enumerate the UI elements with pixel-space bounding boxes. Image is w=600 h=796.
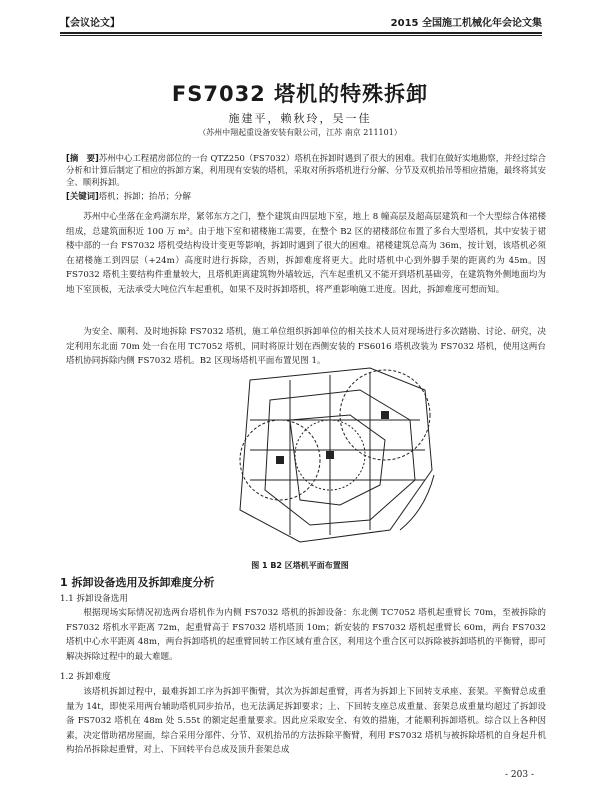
subsection-1-1-text: 根据现场实际情况初选两台塔机作为内侧 FS7032 塔机的拆卸设备：东北侧 TC7052 塔机起重臂长 70m，至被拆除的 FS7032 塔机水平距离 72m，起重臂高于 FS7032 塔机塔顶 10m；新安装的 FS7032 塔机起重臂长 60m，两台 FS7032 塔机中心水平距离 48m，两台拆卸塔机的起重臂回转工作区域有重合区，利用这个重合区可以拆除被拆卸塔机的平衡臂，即可解决拆除过程中的最大难题。 [66, 608, 546, 662]
site-plan-figure [220, 360, 440, 555]
keywords-label: [关键词] [66, 191, 99, 201]
crane-base-tc7052 [381, 411, 389, 419]
subsection-1-2-text: 该塔机拆卸过程中，最难拆卸工序为拆卸平衡臂，其次为拆卸起重臂，再者为拆卸上下回转支承座、套架。平衡臂总成重量为 14t，即使采用两台辅助塔机同步抬吊，也无法满足拆卸要求；上、下回转支座总成重量、套架总成重量均超过了拆卸设备 FS7032 塔机在 48m 处 5.55t 的额定起重量要求。因此应采取安全、有效的措施，才能顺利拆卸塔机。综合以上各种因素，决定借助裙房屋面，综合采用分部件、分节、双机抬吊的方法拆除平衡臂，利用 FS7032 塔机与被拆除塔机的自身起升机构抬吊拆除起重臂，对上、下回转平台总成及顶升套架总成 [66, 687, 546, 756]
curved-boundary [400, 475, 434, 530]
subsection-heading-1-2: 1.2 拆卸难度 [60, 672, 111, 682]
abstract-text: 苏州中心工程裙房部位的一台 QTZ250（FS7032）塔机在拆卸时遇到了很大的困难。我们在做好实地勘察，并经过综合分析和计算后制定了相应的拆卸方案，利用现有安装的塔机，采取对所拆塔机进行分解、分节及双机抬吊等相应措施，最终将其安全、顺利拆卸。 [66, 153, 546, 187]
site-outline [240, 368, 432, 542]
intro-text: 苏州中心坐落在金鸡湖东岸，紧邻东方之门，整个建筑由四层地下室，地上 8 幢高层及超高层建筑和一个大型综合体裙楼组成，总建筑面积近 100 万 m²。由于地下室和裙楼施工需要，在整个 B2 区的裙楼部位布置了多台大型塔机，其中安装于裙楼中部的一台 FS7032 塔机受结构设计变更等影响，拆卸时遇到了很大的困难。裙楼建筑总高为 36m，按计划，该塔机必须在裙楼施工到四层（+24m）高度时进行拆除，否则，拆卸难度将更大。此时塔机中心到外脚手架的距离约为 45m。因 FS7032 塔机主要结构件重量较大，且塔机距离建筑物外墙较远，汽车起重机又不能开到塔机基础旁，在建筑物外侧地面均为地下室顶板，无法承受大吨位汽车起重机，如果不及时拆卸塔机，将严重影响施工进度。因此，拆卸难度可想而知。 [66, 212, 546, 295]
subsection-1-1-paragraph [66, 606, 546, 664]
keywords-text: 塔机；拆卸；抬吊；分解 [98, 191, 191, 201]
subsection-1-2-paragraph [66, 685, 546, 758]
keywords [66, 190, 546, 202]
paper-title: FS7032 塔机的特殊拆卸 [171, 82, 429, 106]
section-heading-1: 1 拆卸设备选用及拆卸难度分析 [60, 576, 215, 589]
paper-authors: 施建平，赖秋玲，吴一佳 [228, 112, 372, 125]
crane-base-fs7032-new [276, 456, 284, 464]
header-rule [60, 32, 542, 34]
subsection-heading-1-1: 1.1 拆卸设备选用 [60, 594, 128, 604]
header-rule-thin [60, 35, 542, 36]
abstract-label: [摘 要] [66, 153, 99, 163]
crane-base-fs7032-old [326, 451, 334, 459]
intro-text-2: 为安全、顺利、及时地拆除 FS7032 塔机，施工单位组织拆卸单位的相关技术人员对现场进行多次踏勘、讨论、研究，决定利用东北面 70m 处一台在用 TC7052 塔机，同时将原计划在西侧安装的 FS6016 塔机改装为 FS7032 塔机，使用这两台塔机协同拆除内侧 FS7032 塔机。B2 区现场塔机平面布置见图 1。 [66, 327, 546, 367]
running-header [60, 14, 542, 30]
page-number: - 203 - [505, 770, 534, 780]
intro-paragraph [66, 210, 546, 298]
paper-affiliation: （苏州中翔起重设备安装有限公司，江苏 南京 211101） [198, 128, 402, 137]
header-right: 2015 全国施工机械化年会论文集 [390, 18, 542, 29]
figure-caption: 图 1 B2 区塔机平面布置图 [251, 561, 349, 570]
header-left: 【会议论文】 [60, 18, 120, 29]
abstract [66, 152, 546, 188]
